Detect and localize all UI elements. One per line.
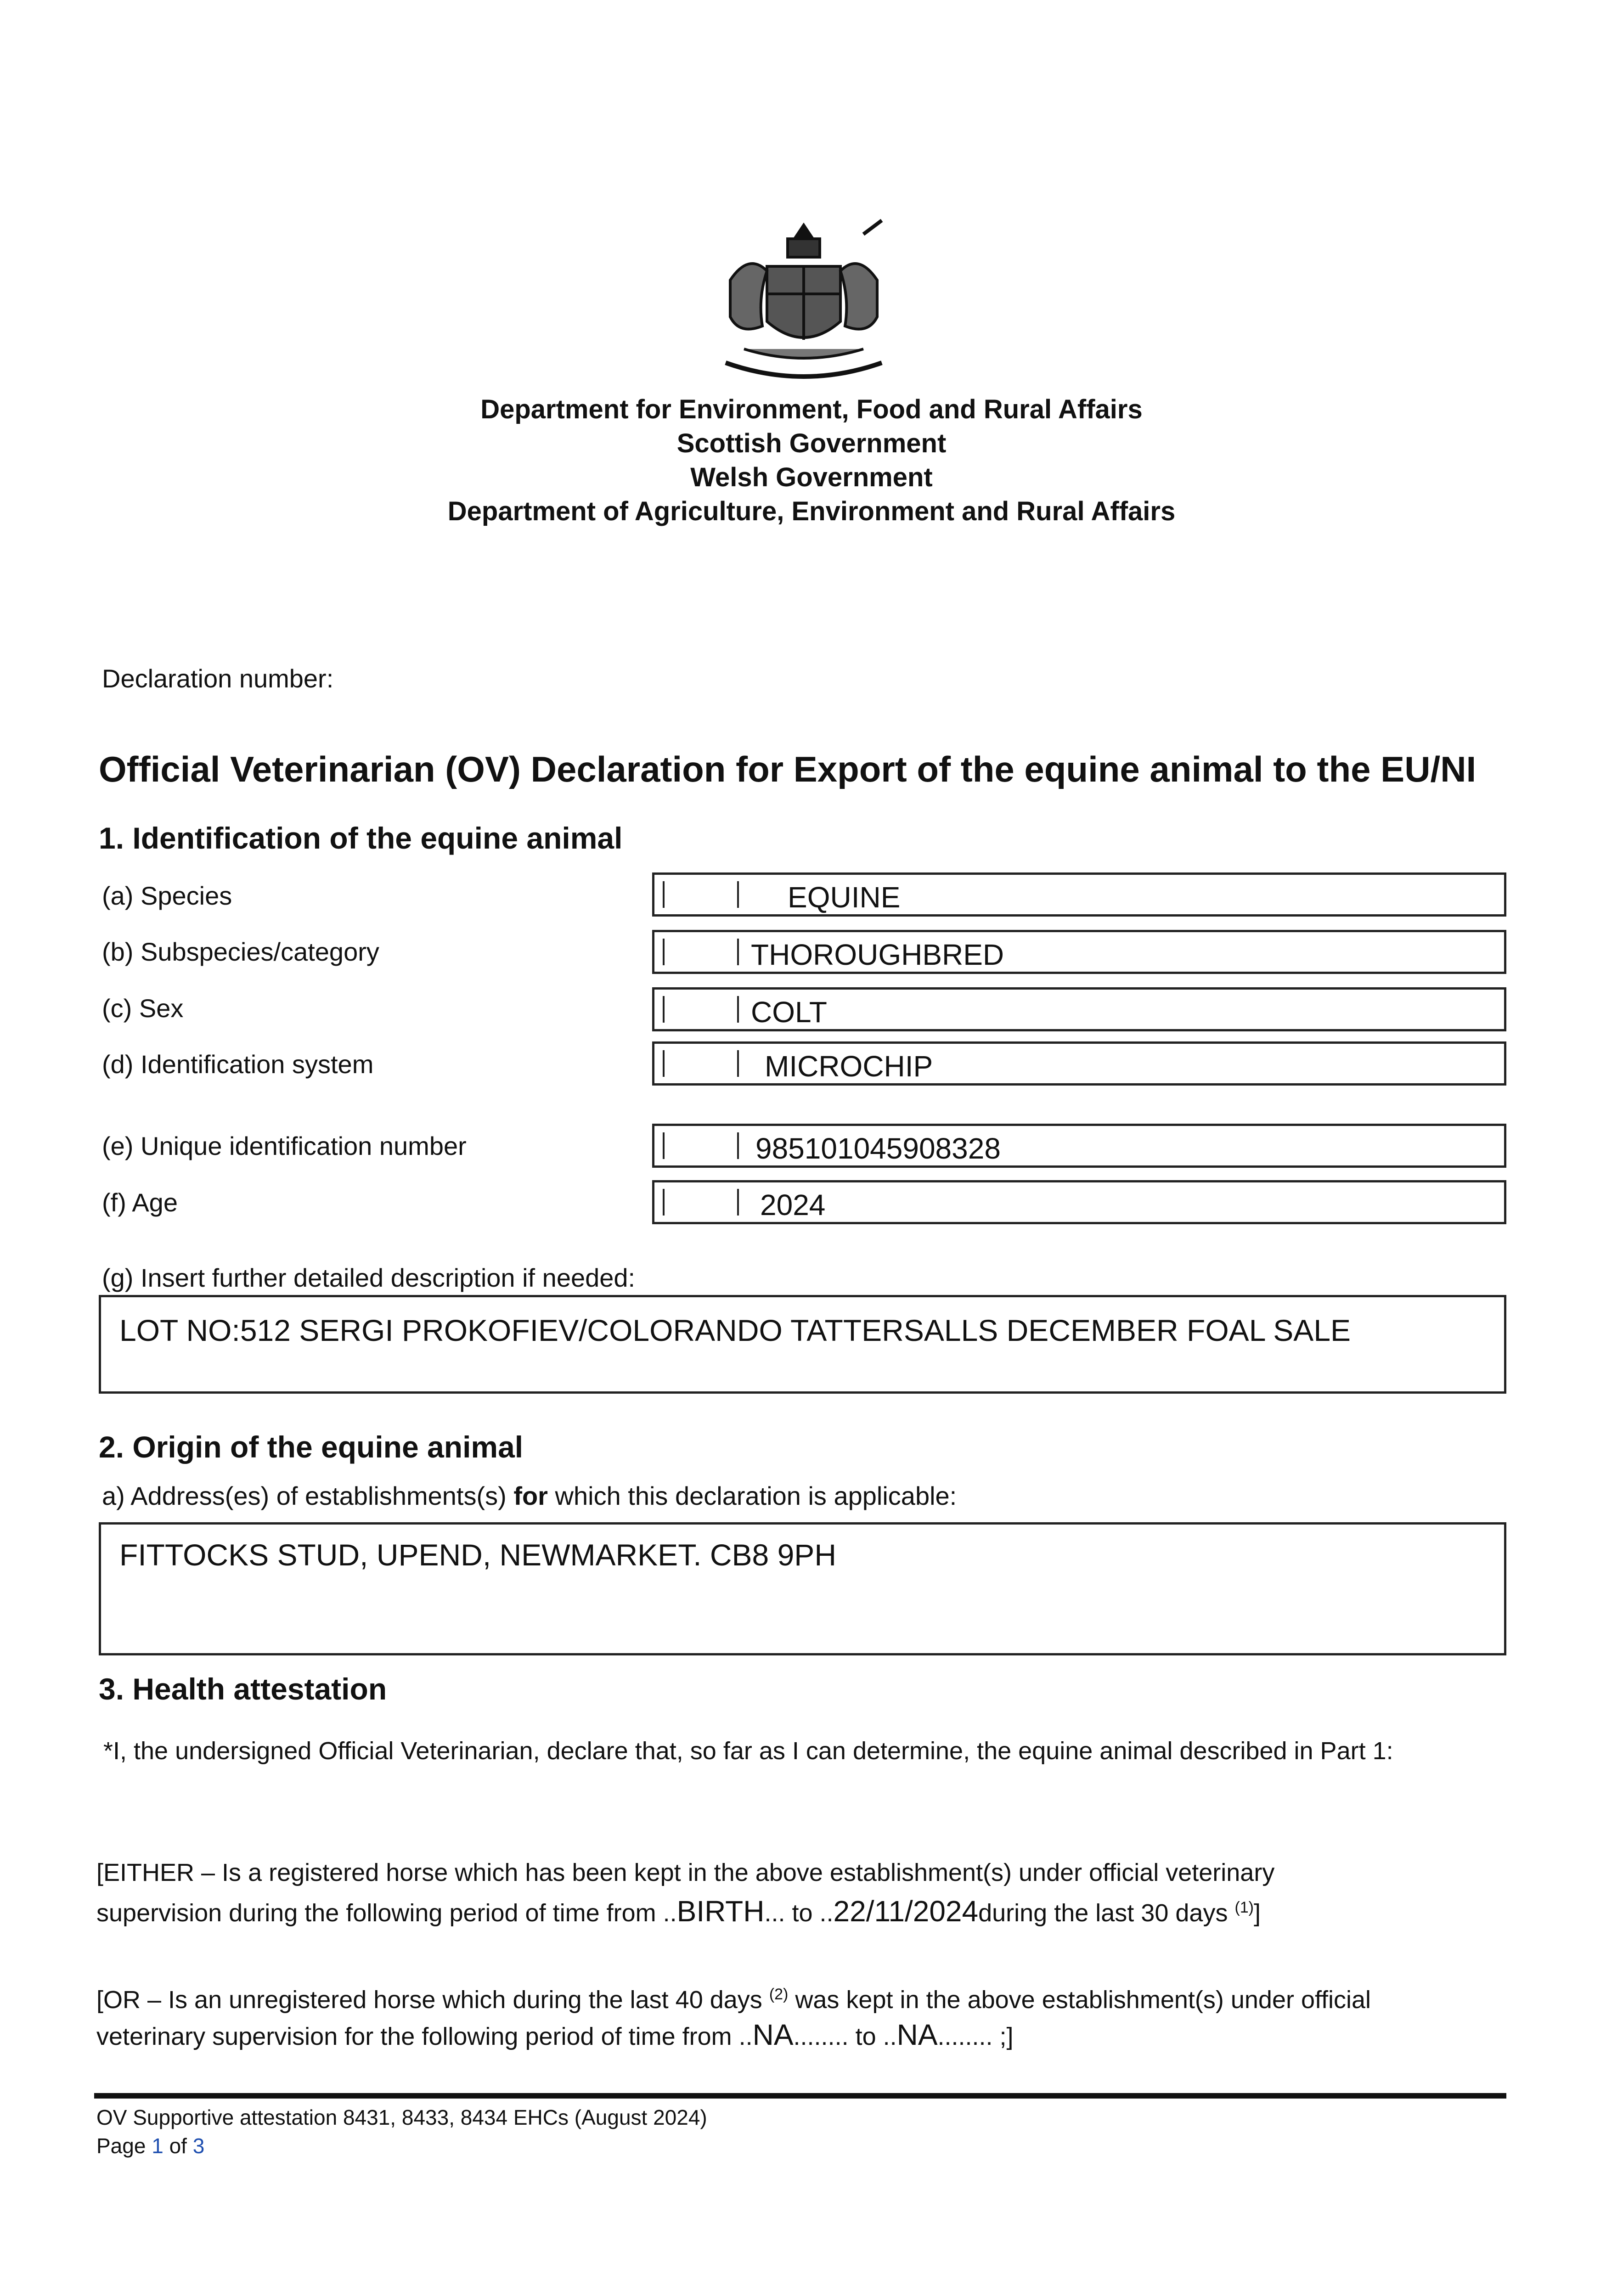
field-value: THOROUGHBRED: [751, 938, 1004, 971]
either-to-value: 22/11/2024: [833, 1895, 979, 1928]
field-value: 2024: [760, 1188, 826, 1221]
health-attestation-intro: *I, the undersigned Official Veterinarian, declare that, so far as I can determine, the equine animal described in Part 1:: [103, 1737, 1393, 1765]
declaration-number-label: Declaration number:: [102, 664, 334, 693]
department-line: Department of Agriculture, Environment and Rural Affairs: [447, 496, 1176, 526]
unique-id-field[interactable]: [652, 1124, 1506, 1168]
or-line: [96, 2017, 1502, 2054]
field-label-identification-system: (d) Identification system: [102, 1050, 374, 1079]
section-heading: 1. Identification of the equine animal: [99, 821, 623, 855]
sex-field[interactable]: [652, 987, 1506, 1031]
age-field[interactable]: [652, 1180, 1506, 1224]
page-number: 1: [152, 2134, 163, 2158]
or-from-value: NA: [752, 2018, 794, 2051]
statement-text: ]: [1254, 1899, 1261, 1927]
department-line: Welsh Government: [690, 462, 933, 492]
statement-text: ... to ..: [764, 1899, 834, 1927]
page-word: Page: [96, 2134, 152, 2158]
royal-coat-of-arms-icon: [698, 216, 909, 386]
or-to-value: NA: [896, 2018, 938, 2051]
or-line: [96, 1977, 1502, 2017]
statement-text: was kept in the above establishment(s) under official: [788, 1986, 1371, 2014]
field-value: EQUINE: [788, 881, 901, 914]
field-label-species: (a) Species: [102, 881, 232, 910]
statement-text: during the last 30 days: [978, 1899, 1235, 1927]
field-value: 985101045908328: [755, 1132, 1001, 1165]
page-total: 3: [192, 2134, 205, 2158]
identification-system-field[interactable]: [652, 1041, 1506, 1086]
statement-text: veterinary supervision for the following period of time from ..: [96, 2023, 753, 2050]
field-label-sex: (c) Sex: [102, 994, 184, 1023]
footnote-ref: (2): [769, 1986, 789, 2003]
either-statement: [96, 1855, 1502, 1930]
statement-text: ........ ;]: [937, 2023, 1014, 2050]
field-value: MICROCHIP: [765, 1050, 933, 1083]
further-description-field[interactable]: [99, 1295, 1506, 1394]
address-field[interactable]: [99, 1522, 1506, 1655]
further-description-label: (g) Insert further detailed description if needed:: [102, 1263, 636, 1292]
field-label-age: (f) Age: [102, 1188, 178, 1217]
species-field[interactable]: [652, 872, 1506, 917]
department-line: Scottish Government: [676, 428, 947, 458]
either-line: [EITHER – Is a registered horse which has been kept in the above establishment(s) under official veterinary: [96, 1859, 1275, 1886]
field-value: LOT NO:512 SERGI PROKOFIEV/COLORANDO TATTERSALLS DECEMBER FOAL SALE: [119, 1313, 1351, 1347]
field-value: COLT: [751, 996, 827, 1029]
footer: [96, 2103, 707, 2160]
address-label-text: a) Address(es) of establishments(s): [102, 1481, 514, 1510]
footnote-ref: (1): [1234, 1899, 1254, 1916]
section-heading: 2. Origin of the equine animal: [99, 1430, 524, 1464]
subspecies-field[interactable]: [652, 930, 1506, 974]
field-value: FITTOCKS STUD, UPEND, NEWMARKET. CB8 9PH: [119, 1538, 836, 1572]
address-label-text: which this declaration is applicable:: [547, 1481, 957, 1510]
page-title: Official Veterinarian (OV) Declaration for Export of the equine animal to the EU/NI: [99, 749, 1476, 789]
statement-text: ........ to ..: [793, 2023, 897, 2050]
department-line: Department for Environment, Food and Rural Affairs: [480, 394, 1143, 424]
either-line: [96, 1890, 1502, 1930]
statement-text: supervision during the following period of time from ..: [96, 1899, 677, 1927]
either-from-value: BIRTH: [676, 1895, 765, 1928]
section-heading: 3. Health attestation: [99, 1672, 387, 1706]
address-label-bold: for: [513, 1481, 548, 1510]
page-indicator: [96, 2132, 707, 2160]
or-statement: [96, 1977, 1502, 2054]
field-label-unique-id: (e) Unique identification number: [102, 1131, 467, 1160]
page-of: of: [163, 2134, 193, 2158]
footer-reference: OV Supportive attestation 8431, 8433, 8434 EHCs (August 2024): [96, 2105, 707, 2129]
field-label-subspecies: (b) Subspecies/category: [102, 937, 379, 966]
statement-text: [OR – Is an unregistered horse which during the last 40 days: [96, 1986, 769, 2014]
footer-divider: [94, 2093, 1506, 2099]
address-label: [102, 1481, 957, 1511]
